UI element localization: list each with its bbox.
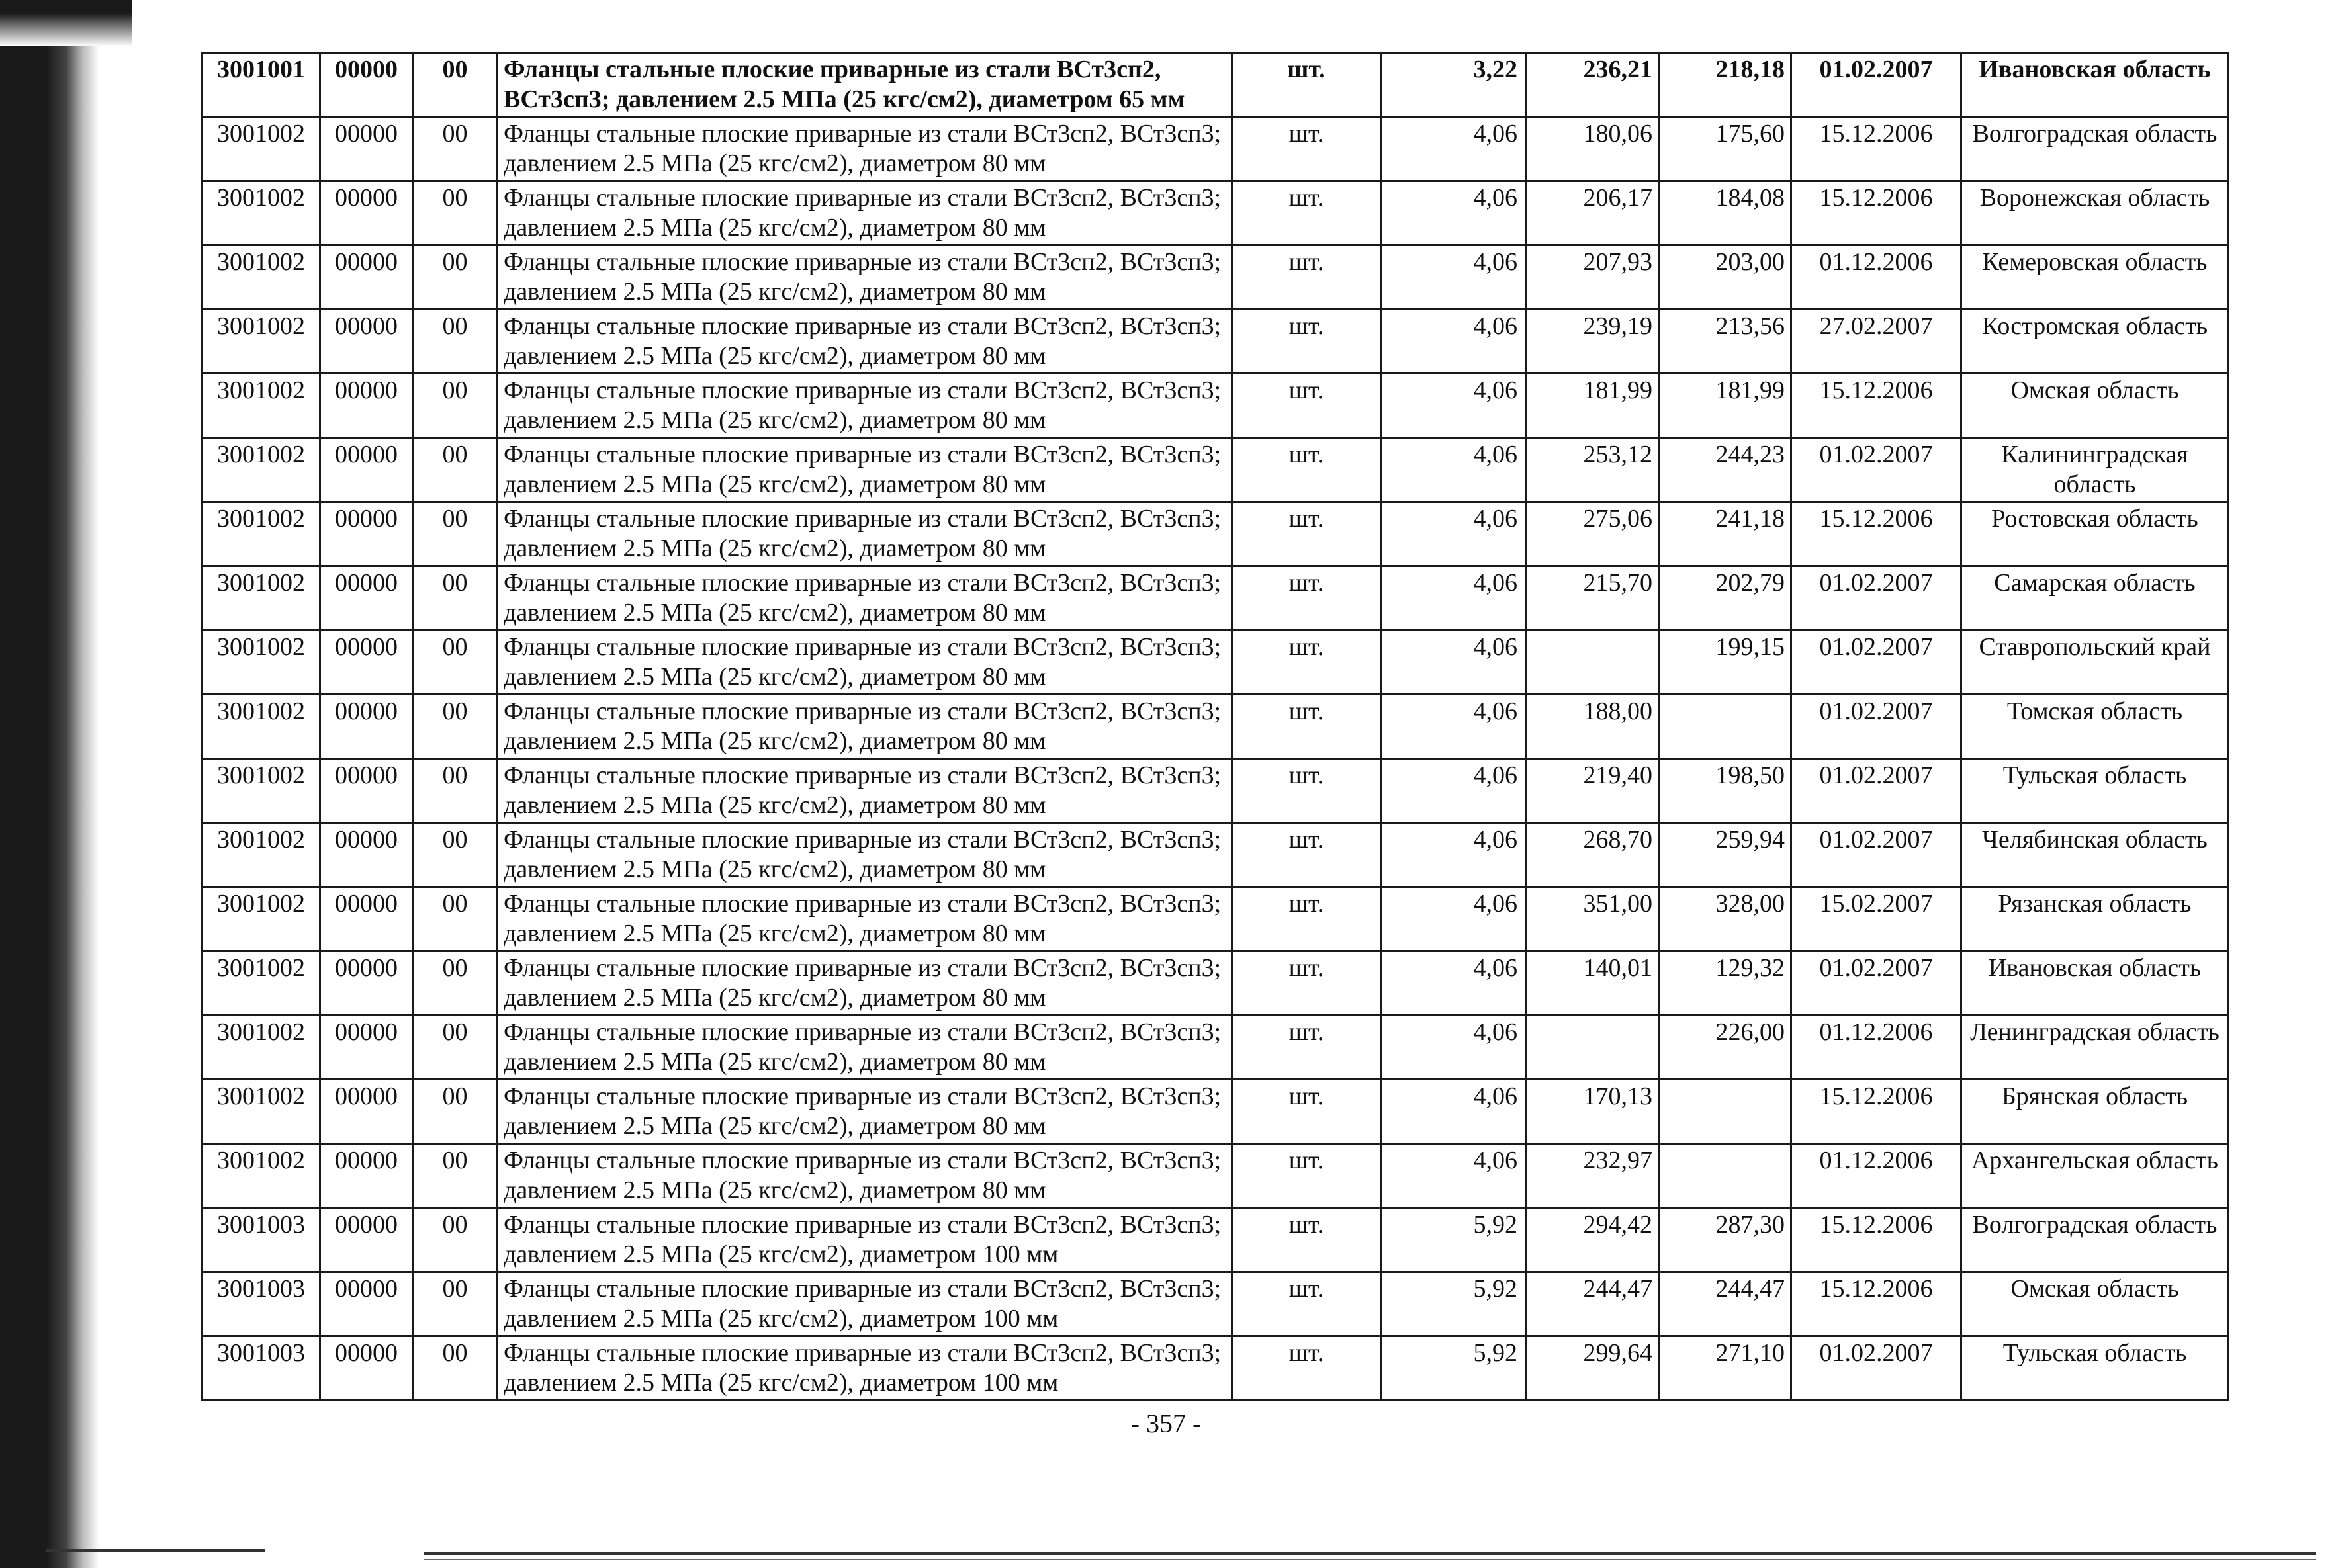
subcode-cell: 00000	[320, 566, 413, 631]
date-cell: 01.02.2007	[1791, 566, 1961, 631]
name-cell: Фланцы стальные плоские приварные из стали ВСт3сп2, ВСт3сп3; давлением 2.5 МПа (25 кгс/см2), диаметром 80 мм	[498, 823, 1232, 887]
variant-cell: 00	[413, 1016, 498, 1080]
scan-top-left-corner	[0, 0, 132, 46]
table-row	[202, 951, 2229, 1016]
price-cell	[1527, 1016, 1659, 1080]
subcode-cell: 00000	[320, 887, 413, 951]
unit-cell: шт.	[1232, 1144, 1381, 1208]
date-cell: 01.02.2007	[1791, 759, 1961, 823]
date-cell: 15.12.2006	[1791, 374, 1961, 438]
region-cell: Волгоградская область	[1961, 1208, 2229, 1272]
table-row	[202, 1016, 2229, 1080]
unit-cell: шт.	[1232, 53, 1381, 117]
price-cell: 206,17	[1527, 181, 1659, 245]
unit-cell: шт.	[1232, 310, 1381, 374]
variant-cell: 00	[413, 181, 498, 245]
name-cell: Фланцы стальные плоские приварные из стали ВСт3сп2, ВСт3сп3; давлением 2.5 МПа (25 кгс/см2), диаметром 80 мм	[498, 566, 1232, 631]
weight-cell: 4,06	[1381, 245, 1527, 310]
subcode-cell: 00000	[320, 1208, 413, 1272]
subcode-cell: 00000	[320, 1016, 413, 1080]
table-row	[202, 566, 2229, 631]
weight-cell: 3,22	[1381, 53, 1527, 117]
table-row	[202, 1080, 2229, 1144]
price-table	[201, 52, 2229, 1401]
date-cell: 01.02.2007	[1791, 823, 1961, 887]
weight-cell: 4,06	[1381, 823, 1527, 887]
date-cell: 01.12.2006	[1791, 1016, 1961, 1080]
table-row	[202, 117, 2229, 181]
name-cell: Фланцы стальные плоские приварные из стали ВСт3сп2, ВСт3сп3; давлением 2.5 МПа (25 кгс/см2), диаметром 80 мм	[498, 951, 1232, 1016]
date-cell: 01.02.2007	[1791, 951, 1961, 1016]
table-row	[202, 374, 2229, 438]
scan-left-edge	[0, 0, 99, 1568]
name-cell: Фланцы стальные плоские приварные из стали ВСт3сп2, ВСт3сп3; давлением 2.5 МПа (25 кгс/см2), диаметром 80 мм	[498, 1144, 1232, 1208]
subcode-cell: 00000	[320, 438, 413, 502]
date-cell: 01.12.2006	[1791, 245, 1961, 310]
subcode-cell: 00000	[320, 631, 413, 695]
name-cell: Фланцы стальные плоские приварные из стали ВСт3сп2, ВСт3сп3; давлением 2.5 МПа (25 кгс/см2), диаметром 80 мм	[498, 631, 1232, 695]
unit-cell: шт.	[1232, 566, 1381, 631]
unit-cell: шт.	[1232, 1336, 1381, 1401]
date-cell: 01.02.2007	[1791, 53, 1961, 117]
region-cell: Волгоградская область	[1961, 117, 2229, 181]
table-row	[202, 1208, 2229, 1272]
code-cell: 3001003	[202, 1208, 320, 1272]
date-cell: 15.12.2006	[1791, 1080, 1961, 1144]
price-cell: 275,06	[1527, 502, 1659, 566]
date-cell: 15.12.2006	[1791, 181, 1961, 245]
code-cell: 3001002	[202, 1016, 320, 1080]
price-cell: 207,93	[1527, 245, 1659, 310]
price-cell: 268,70	[1527, 823, 1659, 887]
weight-cell: 4,06	[1381, 374, 1527, 438]
name-cell: Фланцы стальные плоские приварные из стали ВСт3сп2, ВСт3сп3; давлением 2.5 МПа (25 кгс/см2), диаметром 80 мм	[498, 887, 1232, 951]
name-cell: Фланцы стальные плоские приварные из стали ВСт3сп2, ВСт3сп3; давлением 2.5 МПа (25 кгс/см2), диаметром 80 мм	[498, 310, 1232, 374]
variant-cell: 00	[413, 53, 498, 117]
price-cell: 188,00	[1527, 695, 1659, 759]
weight-cell: 4,06	[1381, 695, 1527, 759]
price-cell: 253,12	[1527, 438, 1659, 502]
subcode-cell: 00000	[320, 951, 413, 1016]
unit-cell: шт.	[1232, 695, 1381, 759]
subcode-cell: 00000	[320, 310, 413, 374]
date-cell: 15.12.2006	[1791, 502, 1961, 566]
unit-cell: шт.	[1232, 823, 1381, 887]
price-net-cell	[1659, 1080, 1791, 1144]
unit-cell: шт.	[1232, 438, 1381, 502]
subcode-cell: 00000	[320, 1080, 413, 1144]
region-cell: Архангельская область	[1961, 1144, 2229, 1208]
price-net-cell: 244,47	[1659, 1272, 1791, 1336]
subcode-cell: 00000	[320, 245, 413, 310]
subcode-cell: 00000	[320, 759, 413, 823]
name-cell: Фланцы стальные плоские приварные из стали ВСт3сп2, ВСт3сп3; давлением 2.5 МПа (25 кгс/см2), диаметром 100 мм	[498, 1208, 1232, 1272]
weight-cell: 5,92	[1381, 1272, 1527, 1336]
unit-cell: шт.	[1232, 887, 1381, 951]
price-net-cell	[1659, 1144, 1791, 1208]
name-cell: Фланцы стальные плоские приварные из стали ВСт3сп2, ВСт3сп3; давлением 2.5 МПа (25 кгс/см2), диаметром 80 мм	[498, 117, 1232, 181]
name-cell: Фланцы стальные плоские приварные из стали ВСт3сп2, ВСт3сп3; давлением 2.5 МПа (25 кгс/см2), диаметром 80 мм	[498, 502, 1232, 566]
code-cell: 3001002	[202, 181, 320, 245]
code-cell: 3001002	[202, 1080, 320, 1144]
unit-cell: шт.	[1232, 117, 1381, 181]
price-net-cell: 129,32	[1659, 951, 1791, 1016]
region-cell: Самарская область	[1961, 566, 2229, 631]
code-cell: 3001002	[202, 695, 320, 759]
unit-cell: шт.	[1232, 1208, 1381, 1272]
date-cell: 01.12.2006	[1791, 1144, 1961, 1208]
name-cell: Фланцы стальные плоские приварные из стали ВСт3сп2, ВСт3сп3; давлением 2.5 МПа (25 кгс/см2), диаметром 80 мм	[498, 695, 1232, 759]
variant-cell: 00	[413, 887, 498, 951]
unit-cell: шт.	[1232, 374, 1381, 438]
code-cell: 3001002	[202, 1144, 320, 1208]
region-cell: Ростовская область	[1961, 502, 2229, 566]
price-cell: 351,00	[1527, 887, 1659, 951]
region-cell: Рязанская область	[1961, 887, 2229, 951]
date-cell: 27.02.2007	[1791, 310, 1961, 374]
price-cell: 299,64	[1527, 1336, 1659, 1401]
code-cell: 3001002	[202, 438, 320, 502]
variant-cell: 00	[413, 117, 498, 181]
code-cell: 3001002	[202, 566, 320, 631]
code-cell: 3001002	[202, 951, 320, 1016]
bottom-scan-line-thin	[424, 1559, 2316, 1560]
table-row	[202, 53, 2229, 117]
price-cell: 244,47	[1527, 1272, 1659, 1336]
date-cell: 15.12.2006	[1791, 117, 1961, 181]
region-cell: Ивановская область	[1961, 53, 2229, 117]
weight-cell: 4,06	[1381, 181, 1527, 245]
region-cell: Воронежская область	[1961, 181, 2229, 245]
region-cell: Томская область	[1961, 695, 2229, 759]
code-cell: 3001003	[202, 1272, 320, 1336]
region-cell: Ивановская область	[1961, 951, 2229, 1016]
date-cell: 15.12.2006	[1791, 1208, 1961, 1272]
price-net-cell: 271,10	[1659, 1336, 1791, 1401]
page-number: - 357 -	[1130, 1409, 1202, 1438]
subcode-cell: 00000	[320, 1144, 413, 1208]
variant-cell: 00	[413, 1144, 498, 1208]
price-cell	[1527, 631, 1659, 695]
name-cell: Фланцы стальные плоские приварные из стали ВСт3сп2, ВСт3сп3; давлением 2.5 МПа (25 кгс/см2), диаметром 80 мм	[498, 181, 1232, 245]
table-row	[202, 1336, 2229, 1401]
weight-cell: 4,06	[1381, 887, 1527, 951]
price-cell: 294,42	[1527, 1208, 1659, 1272]
price-cell: 239,19	[1527, 310, 1659, 374]
code-cell: 3001002	[202, 117, 320, 181]
weight-cell: 4,06	[1381, 566, 1527, 631]
price-net-cell: 175,60	[1659, 117, 1791, 181]
subcode-cell: 00000	[320, 823, 413, 887]
region-cell: Калининградская область	[1961, 438, 2229, 502]
subcode-cell: 00000	[320, 181, 413, 245]
weight-cell: 4,06	[1381, 759, 1527, 823]
price-net-cell: 218,18	[1659, 53, 1791, 117]
weight-cell: 4,06	[1381, 310, 1527, 374]
bottom-scan-line-main	[424, 1552, 2316, 1555]
variant-cell: 00	[413, 823, 498, 887]
table-row	[202, 1272, 2229, 1336]
region-cell: Ленинградская область	[1961, 1016, 2229, 1080]
weight-cell: 4,06	[1381, 117, 1527, 181]
price-cell: 170,13	[1527, 1080, 1659, 1144]
table-row	[202, 695, 2229, 759]
code-cell: 3001002	[202, 759, 320, 823]
price-cell: 180,06	[1527, 117, 1659, 181]
price-cell: 232,97	[1527, 1144, 1659, 1208]
weight-cell: 4,06	[1381, 951, 1527, 1016]
code-cell: 3001002	[202, 823, 320, 887]
price-net-cell: 328,00	[1659, 887, 1791, 951]
price-net-cell: 203,00	[1659, 245, 1791, 310]
subcode-cell: 00000	[320, 1272, 413, 1336]
unit-cell: шт.	[1232, 245, 1381, 310]
price-net-cell: 199,15	[1659, 631, 1791, 695]
name-cell: Фланцы стальные плоские приварные из стали ВСт3сп2, ВСт3сп3; давлением 2.5 МПа (25 кгс/см2), диаметром 100 мм	[498, 1272, 1232, 1336]
subcode-cell: 00000	[320, 502, 413, 566]
price-net-cell: 287,30	[1659, 1208, 1791, 1272]
region-cell: Костромская область	[1961, 310, 2229, 374]
table-row	[202, 1144, 2229, 1208]
variant-cell: 00	[413, 566, 498, 631]
unit-cell: шт.	[1232, 759, 1381, 823]
price-cell: 236,21	[1527, 53, 1659, 117]
region-cell: Омская область	[1961, 374, 2229, 438]
unit-cell: шт.	[1232, 181, 1381, 245]
price-cell: 181,99	[1527, 374, 1659, 438]
price-cell: 140,01	[1527, 951, 1659, 1016]
code-cell: 3001002	[202, 887, 320, 951]
date-cell: 15.12.2006	[1791, 1272, 1961, 1336]
unit-cell: шт.	[1232, 1016, 1381, 1080]
bottom-scan-line-left	[46, 1549, 265, 1552]
price-net-cell: 244,23	[1659, 438, 1791, 502]
name-cell: Фланцы стальные плоские приварные из стали ВСт3сп2, ВСт3сп3; давлением 2.5 МПа (25 кгс/см2), диаметром 80 мм	[498, 1080, 1232, 1144]
name-cell: Фланцы стальные плоские приварные из стали ВСт3сп2, ВСт3сп3; давлением 2.5 МПа (25 кгс/см2), диаметром 80 мм	[498, 245, 1232, 310]
name-cell: Фланцы стальные плоские приварные из стали ВСт3сп2, ВСт3сп3; давлением 2.5 МПа (25 кгс/см2), диаметром 65 мм	[498, 53, 1232, 117]
weight-cell: 4,06	[1381, 1016, 1527, 1080]
variant-cell: 00	[413, 310, 498, 374]
code-cell: 3001002	[202, 502, 320, 566]
variant-cell: 00	[413, 502, 498, 566]
subcode-cell: 00000	[320, 374, 413, 438]
date-cell: 01.02.2007	[1791, 631, 1961, 695]
price-net-cell: 259,94	[1659, 823, 1791, 887]
code-cell: 3001002	[202, 374, 320, 438]
name-cell: Фланцы стальные плоские приварные из стали ВСт3сп2, ВСт3сп3; давлением 2.5 МПа (25 кгс/см2), диаметром 100 мм	[498, 1336, 1232, 1401]
weight-cell: 5,92	[1381, 1336, 1527, 1401]
variant-cell: 00	[413, 1080, 498, 1144]
code-cell: 3001002	[202, 245, 320, 310]
table-row	[202, 759, 2229, 823]
weight-cell: 4,06	[1381, 1144, 1527, 1208]
price-cell: 215,70	[1527, 566, 1659, 631]
price-net-cell: 226,00	[1659, 1016, 1791, 1080]
name-cell: Фланцы стальные плоские приварные из стали ВСт3сп2, ВСт3сп3; давлением 2.5 МПа (25 кгс/см2), диаметром 80 мм	[498, 1016, 1232, 1080]
subcode-cell: 00000	[320, 695, 413, 759]
variant-cell: 00	[413, 1208, 498, 1272]
table-row	[202, 310, 2229, 374]
variant-cell: 00	[413, 631, 498, 695]
name-cell: Фланцы стальные плоские приварные из стали ВСт3сп2, ВСт3сп3; давлением 2.5 МПа (25 кгс/см2), диаметром 80 мм	[498, 374, 1232, 438]
variant-cell: 00	[413, 1336, 498, 1401]
unit-cell: шт.	[1232, 1272, 1381, 1336]
unit-cell: шт.	[1232, 1080, 1381, 1144]
table-row	[202, 181, 2229, 245]
price-net-cell: 181,99	[1659, 374, 1791, 438]
table-row	[202, 887, 2229, 951]
variant-cell: 00	[413, 951, 498, 1016]
subcode-cell: 00000	[320, 53, 413, 117]
price-net-cell	[1659, 695, 1791, 759]
region-cell: Тульская область	[1961, 1336, 2229, 1401]
table-row	[202, 823, 2229, 887]
region-cell: Ставропольский край	[1961, 631, 2229, 695]
price-net-cell: 198,50	[1659, 759, 1791, 823]
table-row	[202, 245, 2229, 310]
date-cell: 01.02.2007	[1791, 695, 1961, 759]
unit-cell: шт.	[1232, 951, 1381, 1016]
code-cell: 3001003	[202, 1336, 320, 1401]
weight-cell: 4,06	[1381, 502, 1527, 566]
variant-cell: 00	[413, 759, 498, 823]
table-row	[202, 502, 2229, 566]
region-cell: Брянская область	[1961, 1080, 2229, 1144]
table-row	[202, 438, 2229, 502]
name-cell: Фланцы стальные плоские приварные из стали ВСт3сп2, ВСт3сп3; давлением 2.5 МПа (25 кгс/см2), диаметром 80 мм	[498, 759, 1232, 823]
variant-cell: 00	[413, 374, 498, 438]
region-cell: Кемеровская область	[1961, 245, 2229, 310]
date-cell: 15.02.2007	[1791, 887, 1961, 951]
weight-cell: 5,92	[1381, 1208, 1527, 1272]
variant-cell: 00	[413, 438, 498, 502]
code-cell: 3001002	[202, 631, 320, 695]
date-cell: 01.02.2007	[1791, 1336, 1961, 1401]
variant-cell: 00	[413, 695, 498, 759]
region-cell: Омская область	[1961, 1272, 2229, 1336]
variant-cell: 00	[413, 245, 498, 310]
subcode-cell: 00000	[320, 117, 413, 181]
region-cell: Тульская область	[1961, 759, 2229, 823]
price-net-cell: 241,18	[1659, 502, 1791, 566]
price-cell: 219,40	[1527, 759, 1659, 823]
name-cell: Фланцы стальные плоские приварные из стали ВСт3сп2, ВСт3сп3; давлением 2.5 МПа (25 кгс/см2), диаметром 80 мм	[498, 438, 1232, 502]
unit-cell: шт.	[1232, 631, 1381, 695]
subcode-cell: 00000	[320, 1336, 413, 1401]
code-cell: 3001001	[202, 53, 320, 117]
price-net-cell: 184,08	[1659, 181, 1791, 245]
weight-cell: 4,06	[1381, 1080, 1527, 1144]
weight-cell: 4,06	[1381, 631, 1527, 695]
date-cell: 01.02.2007	[1791, 438, 1961, 502]
region-cell: Челябинская область	[1961, 823, 2229, 887]
unit-cell: шт.	[1232, 502, 1381, 566]
variant-cell: 00	[413, 1272, 498, 1336]
code-cell: 3001002	[202, 310, 320, 374]
weight-cell: 4,06	[1381, 438, 1527, 502]
price-table-body	[202, 53, 2229, 1401]
table-row	[202, 631, 2229, 695]
price-net-cell: 202,79	[1659, 566, 1791, 631]
price-net-cell: 213,56	[1659, 310, 1791, 374]
